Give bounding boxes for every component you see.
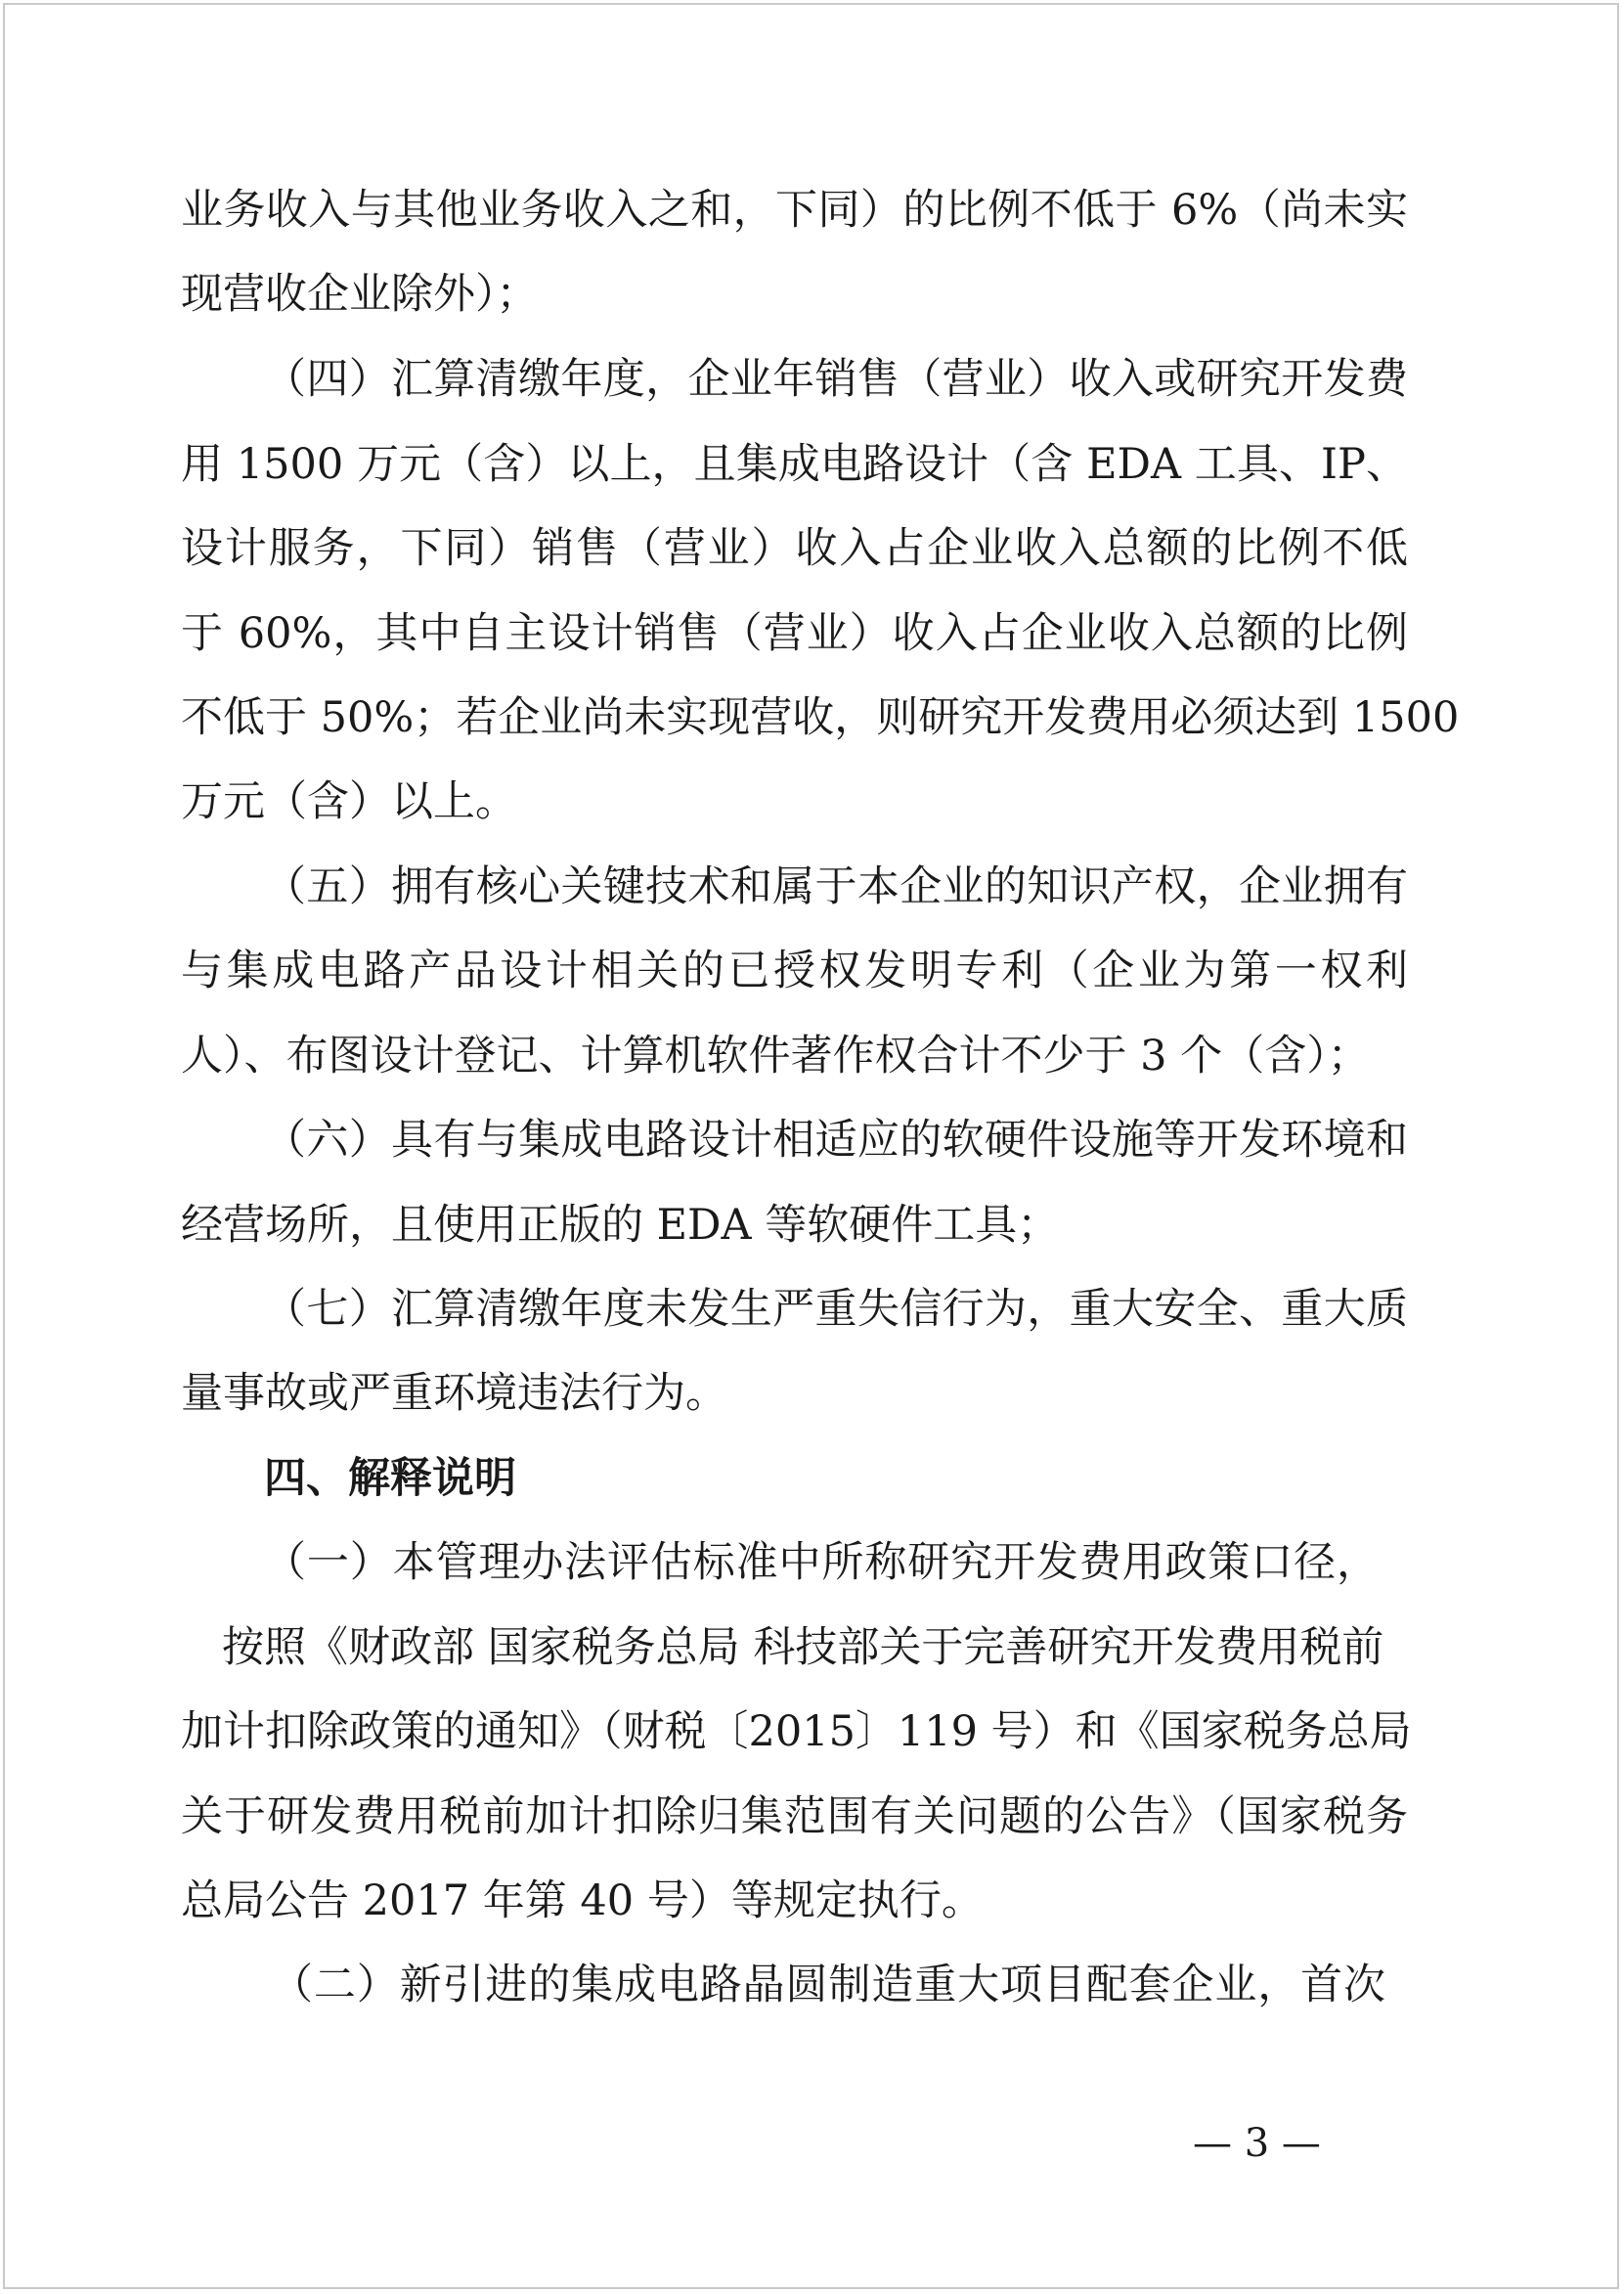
paragraph-line: 万元（含）以上。 [181, 777, 517, 826]
paragraph-line: 总局公告 2017 年第 40 号）等规定执行。 [181, 1876, 984, 1925]
paragraph-line: 于 60%，其中自主设计销售（营业）收入占企业收入总额的比例 [181, 609, 1408, 658]
paragraph-line: 设计服务，下同）销售（营业）收入占企业收入总额的比例不低 [181, 524, 1408, 573]
paragraph-line: （五）拥有核心关键技术和属于本企业的知识产权，企业拥有 [264, 862, 1408, 911]
page-number: — 3 — [1193, 2121, 1321, 2166]
paragraph-line: 现营收企业除外）； [181, 270, 539, 319]
paragraph-line: 量事故或严重环境违法行为。 [181, 1369, 727, 1418]
paragraph-line: （七）汇算清缴年度未发生严重失信行为，重大安全、重大质 [264, 1285, 1408, 1334]
paragraph-line: 经营场所，且使用正版的 EDA 等软硬件工具； [181, 1201, 1060, 1250]
paragraph-line: 业务收入与其他业务收入之和，下同）的比例不低于 6%（尚未实 [181, 186, 1408, 235]
paragraph-line: （二）新引进的集成电路晶圆制造重大项目配套企业，首次 [271, 1961, 1385, 2009]
paragraph-line: （一）本管理办法评估标准中所称研究开发费用政策口径， [264, 1538, 1379, 1587]
paragraph-line: 加计扣除政策的通知》（财税〔2015〕119 号）和《国家税务总局 [181, 1707, 1412, 1756]
paragraph-line: 人）、布图设计登记、计算机软件著作权合计不少于 3 个（含）； [181, 1032, 1370, 1081]
paragraph-line: （四）汇算清缴年度，企业年销售（营业）收入或研究开发费 [264, 355, 1408, 404]
paragraph-line: 不低于 50%；若企业尚未实现营收，则研究开发费用必须达到 1500 [181, 693, 1460, 742]
paragraph-line: 与集成电路产品设计相关的已授权发明专利（企业为第一权利 [181, 947, 1408, 995]
paragraph-line: 按照《财政部 国家税务总局 科技部关于完善研究开发费用税前 [222, 1623, 1384, 1672]
paragraph-line: 用 1500 万元（含）以上，且集成电路设计（含 EDA 工具、IP、 [181, 440, 1408, 489]
paragraph-line: 关于研发费用税前加计扣除归集范围有关问题的公告》（国家税务 [181, 1792, 1408, 1841]
paragraph-line: （六）具有与集成电路设计相适应的软硬件设施等开发环境和 [264, 1116, 1408, 1165]
section-heading: 四、解释说明 [264, 1454, 516, 1503]
